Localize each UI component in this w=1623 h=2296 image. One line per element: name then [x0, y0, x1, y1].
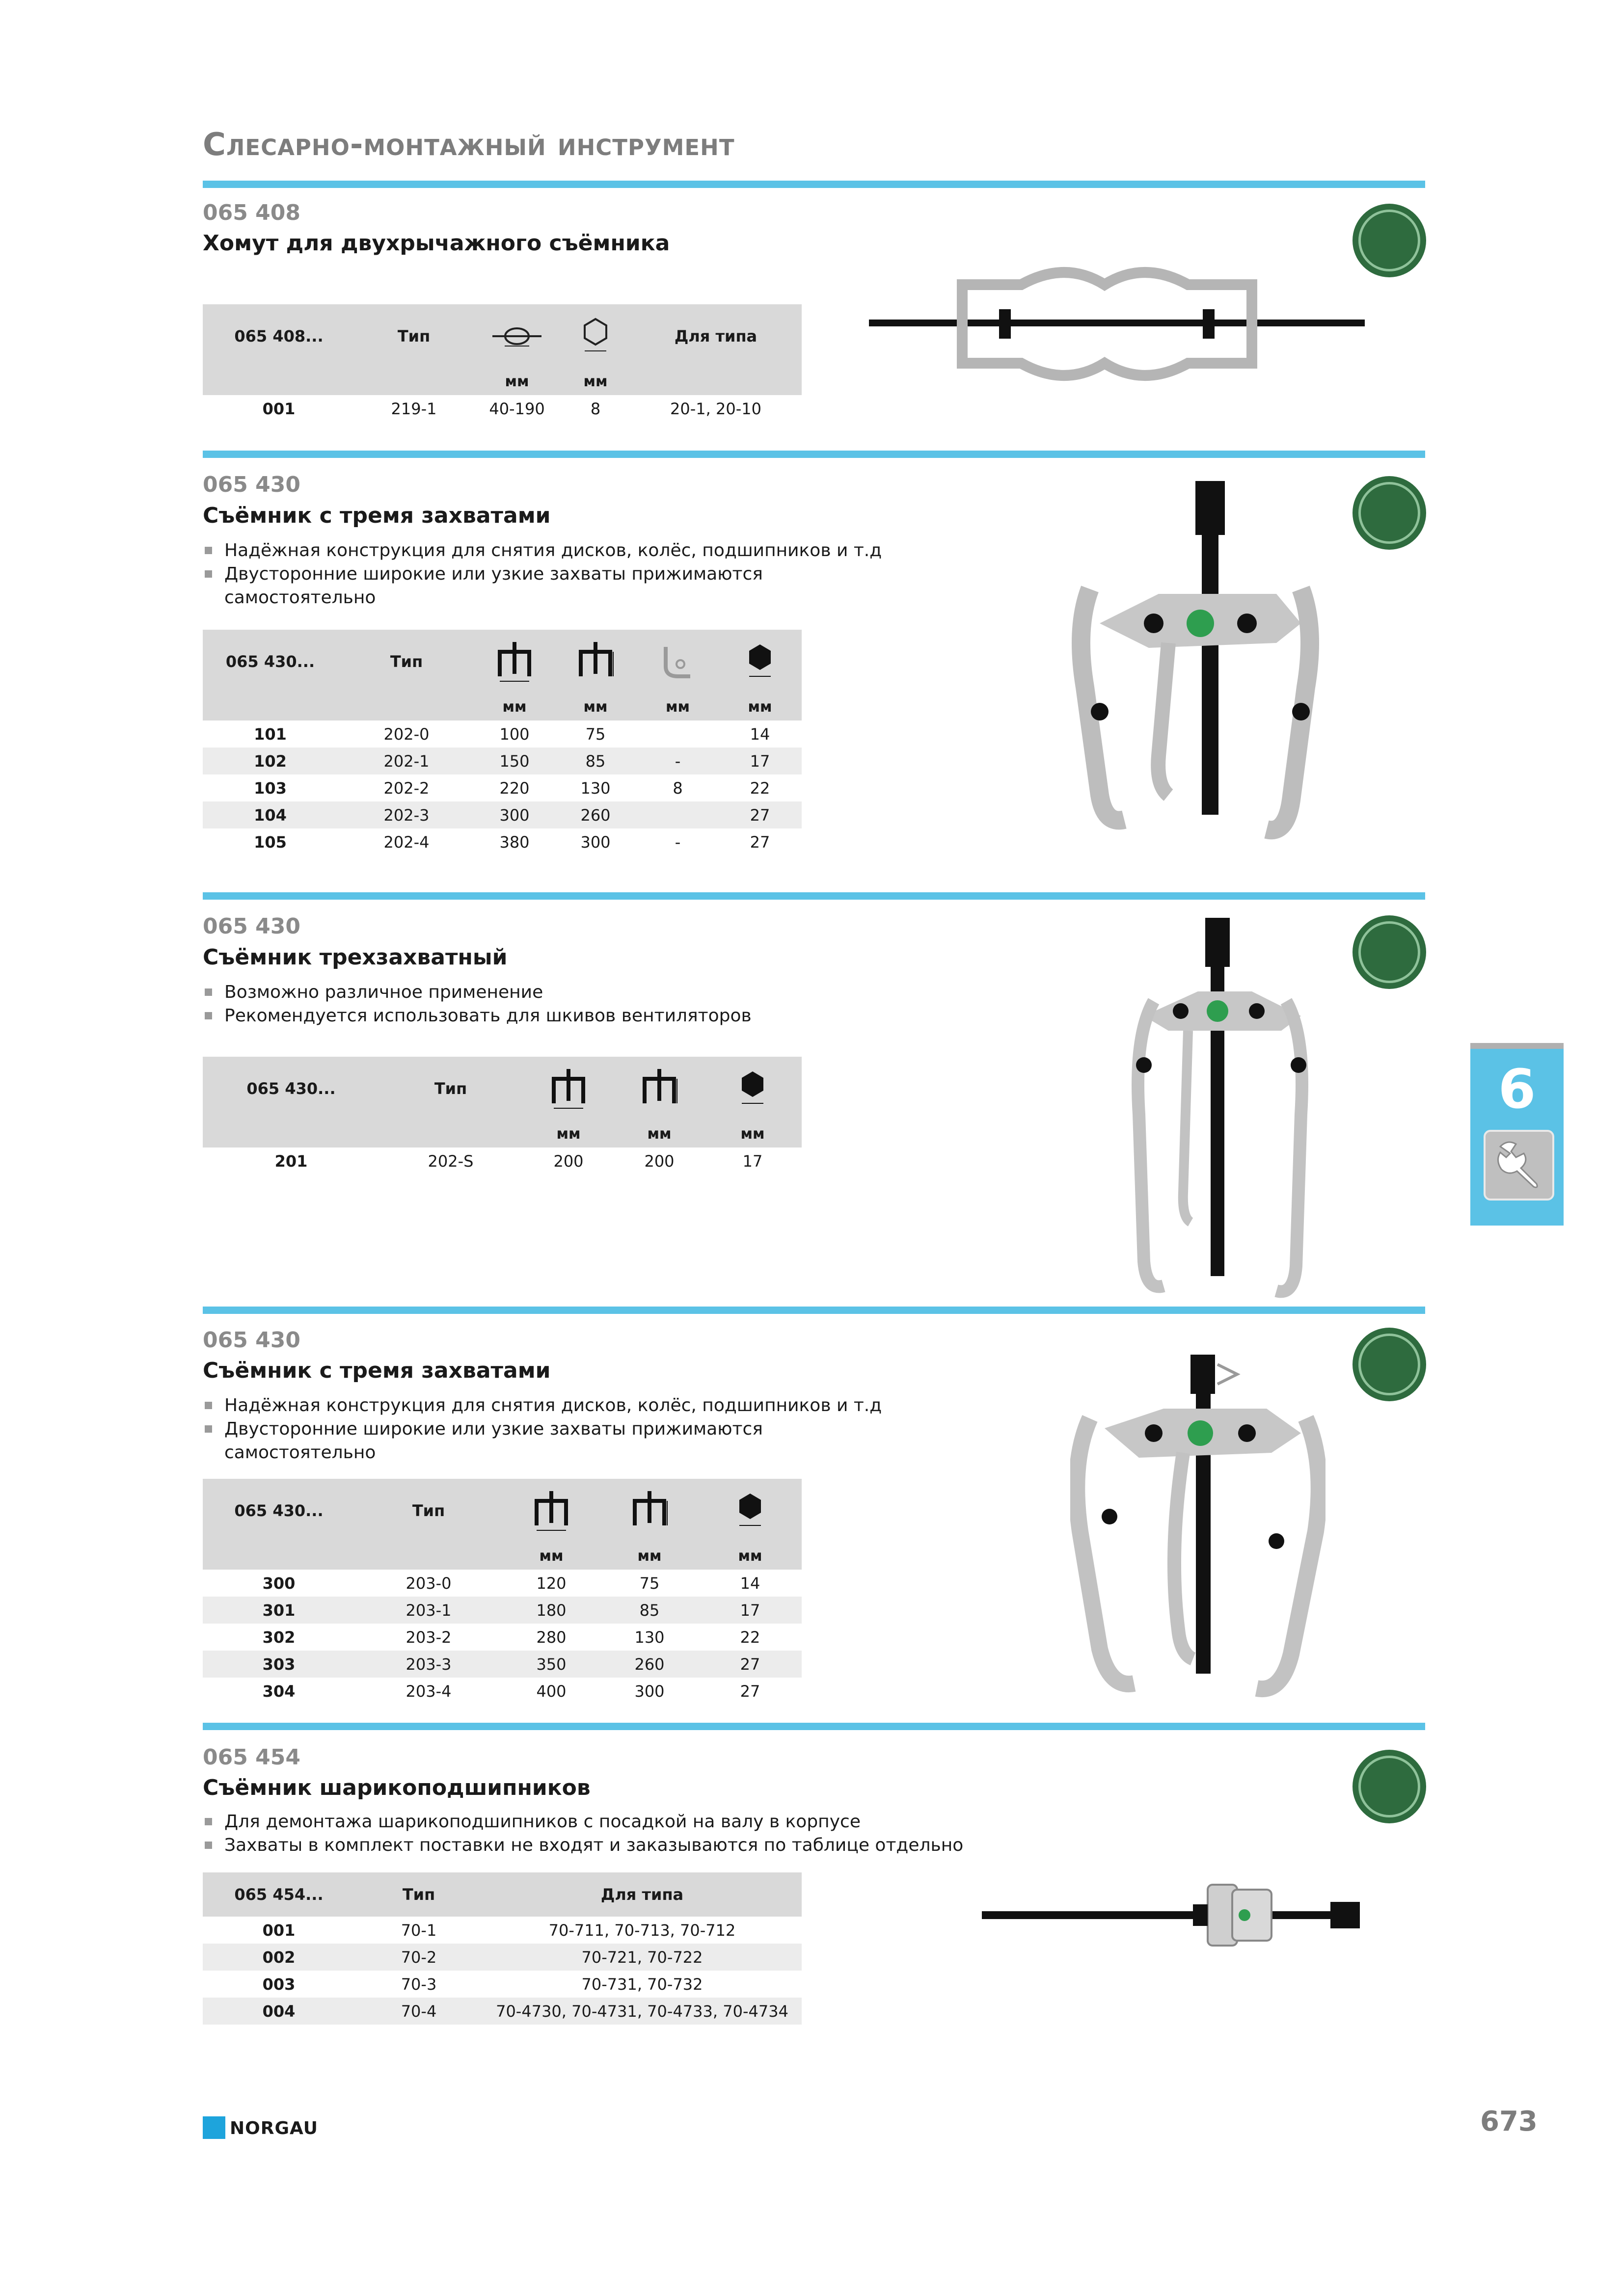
feature-item: Возможно различное применение	[203, 981, 752, 1004]
feature-item: Надёжная конструкция для снятия дисков, колёс, подшипников и т.д	[203, 539, 882, 562]
col-header-article: 065 454...	[203, 1872, 355, 1917]
table-row: 300 203-0 120 75 14	[262, 1574, 760, 1593]
section-code: 065 408	[203, 200, 301, 225]
three-jaw-puller-image	[1070, 1355, 1325, 1708]
clamp-range-icon	[473, 304, 561, 368]
page-title: Слесарно-монтажный инструмент	[203, 127, 735, 163]
feature-item: Двусторонние широкие или узкие захваты прижимаются	[203, 562, 882, 586]
long-three-jaw-puller-image	[1124, 918, 1330, 1301]
table-row: 001 219-1 40-190 8 20-1, 20-10	[262, 399, 761, 418]
feature-item: Двусторонние широкие или узкие захваты прижимаются	[203, 1417, 882, 1441]
col-header-article: 065 430...	[203, 630, 338, 694]
section-divider	[203, 181, 1425, 188]
table-row: 302 203-2 280 130 22	[262, 1628, 760, 1647]
table-row: 002 70-2 70-721, 70-722	[203, 1944, 802, 1971]
table-row: 103 202-2 220 130 8 22	[254, 778, 770, 798]
unit-label: мм	[561, 368, 630, 395]
col-header-for-type: Для типа	[630, 304, 802, 368]
table-row: 102 202-1 150 85 - 17	[203, 748, 802, 774]
feature-item: Надёжная конструкция для снятия дисков, колёс, подшипников и т.д	[203, 1394, 882, 1417]
three-jaw-puller-image	[1070, 481, 1325, 864]
brand-logo: NORGAU	[230, 2118, 318, 2138]
reach-depth-icon	[600, 1479, 699, 1543]
col-header-article: 065 430...	[203, 1057, 379, 1121]
section-divider	[203, 451, 1425, 458]
brand-seal-icon	[1352, 915, 1426, 989]
col-header-type: Тип	[338, 630, 475, 694]
feature-list	[203, 981, 752, 1028]
feature-list	[203, 539, 882, 610]
chapter-tab[interactable]	[1470, 1043, 1564, 1226]
reach-width-icon	[502, 1479, 600, 1543]
col-header-type: Тип	[355, 1479, 502, 1543]
spec-table-065430-b: 065 430... Тип мм мм мм 201 202-S 200 200 17	[203, 1057, 802, 1175]
reach-depth-icon	[615, 1057, 703, 1121]
brand-seal-icon	[1352, 1328, 1426, 1401]
col-header-type: Тип	[379, 1057, 522, 1121]
brand-seal-icon	[1352, 1750, 1426, 1823]
feature-list	[203, 1394, 882, 1465]
page-number: 673	[1480, 2106, 1538, 2137]
feature-list	[203, 1810, 963, 1857]
reach-width-icon	[522, 1057, 615, 1121]
table-row: 301 203-1 180 85 17	[203, 1597, 802, 1624]
section-divider	[203, 1307, 1425, 1314]
hex-size-icon	[703, 1057, 802, 1121]
feature-item-continuation: самостоятельно	[224, 587, 376, 608]
section-code: 065 430	[203, 1328, 301, 1353]
col-header-type: Тип	[355, 304, 473, 368]
table-row: 104 202-3 300 260 27	[203, 801, 802, 828]
col-header-for-type: Для типа	[483, 1872, 802, 1917]
spec-table-065430-c: 065 430... Тип мм мм мм 300 203-0 120 75 14 301 203-1 180 85 17 302 203-2 280 130 22 303 203-3 350 260 27 304 203-4 400 300 27	[203, 1479, 802, 1705]
section-code: 065 454	[203, 1745, 301, 1770]
table-row: 101 202-0 100 75 14	[254, 724, 770, 744]
col-header-article: 065 408...	[203, 304, 355, 368]
reach-width-icon	[475, 630, 554, 694]
clamp-product-image	[859, 265, 1375, 393]
spec-table-065408	[203, 304, 802, 422]
brand-logo-square-icon	[203, 2116, 225, 2139]
hex-size-icon	[561, 304, 630, 368]
feature-item: Для демонтажа шарикоподшипников с посадкой на валу в корпусе	[203, 1810, 963, 1834]
wrench-icon	[1484, 1130, 1554, 1201]
feature-item-continuation: самостоятельно	[224, 1442, 376, 1463]
table-row: 004 70-4 70-4730, 70-4731, 70-4733, 70-4734	[203, 1998, 802, 2025]
section-title: Съёмник с тремя захватами	[203, 503, 551, 528]
section-title: Съёмник трехзахватный	[203, 945, 508, 970]
bearing-puller-image	[977, 1875, 1370, 1953]
chapter-number: 6	[1498, 1058, 1536, 1121]
reach-depth-icon	[554, 630, 637, 694]
spec-table-065454	[203, 1872, 802, 2025]
section-divider	[203, 1723, 1425, 1730]
hex-size-icon	[699, 1479, 802, 1543]
table-row: 201 202-S 200 200 17	[274, 1151, 763, 1171]
section-code: 065 430	[203, 914, 301, 939]
spec-table-065430-a: 065 430... Тип мм мм мм мм 101 202-0 100 75 14 102 202-1 150 85 - 17 103 202-2 220 130 8 22 104 202-3 300 260 27 105 202-4 380 300 - 27	[203, 630, 802, 855]
table-row: 304 203-4 400 300 27	[262, 1682, 760, 1701]
section-title: Съёмник шарикоподшипников	[203, 1775, 591, 1800]
feature-item: Захваты в комплект поставки не входят и заказываются по таблице отдельно	[203, 1834, 963, 1857]
brand-seal-icon	[1352, 476, 1426, 550]
section-title: Хомут для двухрычажного съёмника	[203, 231, 670, 256]
table-row: 001 70-1 70-711, 70-713, 70-712	[262, 1921, 736, 1940]
unit-label: мм	[473, 368, 561, 395]
table-row: 003 70-3 70-731, 70-732	[262, 1975, 703, 1994]
jaw-adapter-icon	[637, 630, 718, 694]
table-row: 105 202-4 380 300 - 27	[254, 832, 770, 852]
hex-size-icon	[718, 630, 802, 694]
col-header-article: 065 430...	[203, 1479, 355, 1543]
feature-item: Рекомендуется использовать для шкивов вентиляторов	[203, 1004, 752, 1028]
table-row: 303 203-3 350 260 27	[203, 1651, 802, 1678]
section-code: 065 430	[203, 472, 301, 497]
col-header-type: Тип	[355, 1872, 483, 1917]
section-divider	[203, 892, 1425, 900]
section-title: Съёмник с тремя захватами	[203, 1358, 551, 1383]
